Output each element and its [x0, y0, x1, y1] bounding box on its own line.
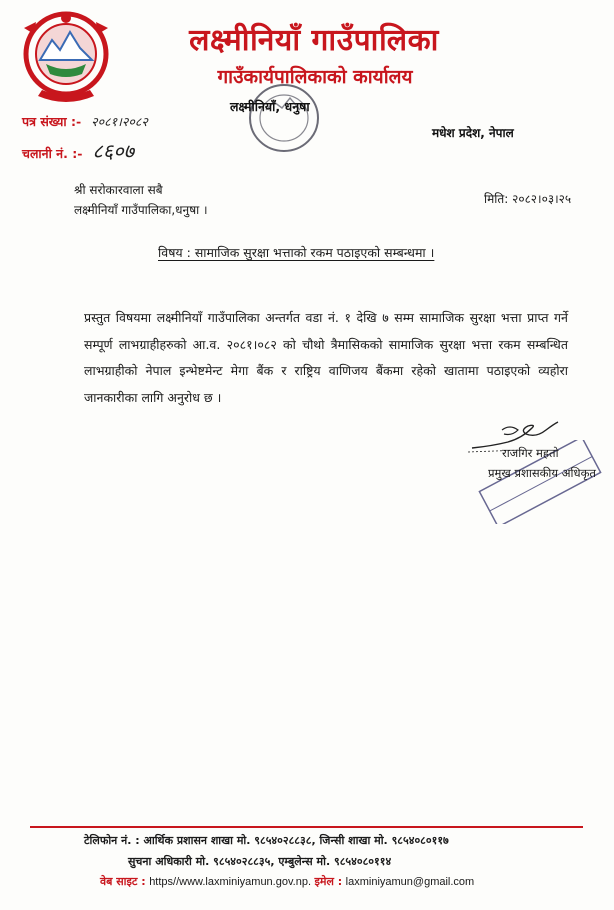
signatory-name: राजगिर महतो: [502, 446, 559, 460]
office-address: लक्ष्मीनियाँ, धनुषा: [230, 99, 310, 114]
dispatch-number-label: चलानी नं. :-: [22, 146, 83, 161]
office-stamp: [244, 80, 324, 156]
footer-phone-line-2: सुचना अधिकारी मो. ९८५४०२८८३५, एम्बुलेन्स मो. ९८५४०८०११४: [128, 855, 392, 868]
letter-number-label: पत्र संख्या :-: [22, 114, 82, 129]
email-link[interactable]: laxminiyamun@gmail.com: [345, 876, 475, 888]
dispatch-number-row: [22, 137, 134, 164]
letter-subject: विषय : सामाजिक सुरक्षा भत्ताको रकम पठाइएको सम्बन्धमा ।: [158, 245, 435, 260]
recipient-line-1: श्री सरोकारवाला सबै: [74, 183, 163, 197]
recipient-line-2: लक्ष्मीनियाँ गाउँपालिका,धनुषा ।: [74, 203, 208, 217]
signatory-title: प्रमुख प्रशासकीय अधिकृत: [488, 466, 596, 480]
letter-body: प्रस्तुत विषयमा लक्ष्मीनियाँ गाउँपालिका अन्तर्गत वडा नं. १ देखि ७ सम्म सामाजिक सुरक्षा भत्ता प्राप्त गर्ने सम्पूर्ण लाभग्राहीहरुको आ.व. २०८१।०८२ को चौथो त्रैमासिकको सामाजिक सुरक्षा भत्ता रकम सम्बन्धित लाभग्राहीको नेपाल इन्भेष्टमेन्ट मेगा बैंक र राष्ट्रिय वाणिजय बैंकमा रहेको खातामा पठाइएको व्यहोरा जानकारीका लागि अनुरोध छ ।: [84, 310, 568, 405]
emblem-logo: [18, 4, 114, 108]
website-label: वेब साइट :: [100, 875, 146, 888]
province-country: मधेश प्रदेश, नेपाल: [432, 126, 514, 140]
footer-web-email: [100, 874, 474, 889]
letter-date: मिति: २०८२।०३।२५: [484, 192, 572, 206]
footer-phone-line-1: टेलिफोन नं. : आर्थिक प्रशासन शाखा मो. ९८५४०२८८३८, जिन्सी शाखा मो. ९८५४०८०११७: [84, 834, 449, 847]
email-label: इमेल :: [314, 875, 343, 888]
footer-divider: [30, 826, 583, 828]
recipient-block: [74, 180, 208, 220]
organization-name: लक्ष्मीनियाँ गाउँपालिका: [189, 23, 439, 58]
letter-number-row: [22, 113, 148, 130]
office-name: गाउँकार्यपालिकाको कार्यालय: [217, 66, 413, 88]
letter-number-value: २०८१।२०८२: [91, 114, 148, 129]
website-link[interactable]: https//www.laxminiyamun.gov.np.: [149, 876, 311, 888]
dispatch-number-value: ८६०७: [92, 139, 134, 163]
